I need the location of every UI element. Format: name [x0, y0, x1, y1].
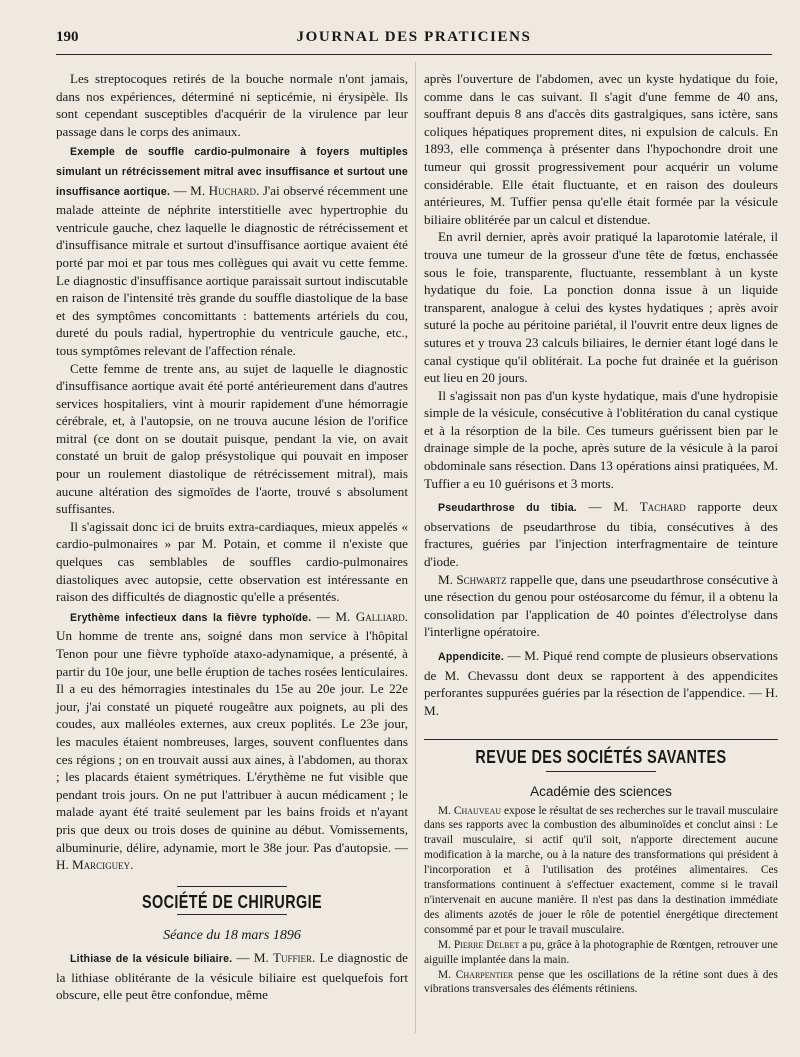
section-title-lithiase: Lithiase de la vésicule biliaire.: [70, 952, 233, 965]
section-rule: [177, 886, 287, 887]
erythema-paragraph: Erythème infectieux dans la fièvre typhoïde. — M. Galliard. Un homme de trente ans, soigné dans mon service à l'hôpital Tenon pour une fièvre typhoïde ataxo-adynamique, a présenté, à partir du 10e jour, une belle éruption de taches rosées lenticulaires. Il a eu des hémorragies intestinales du 15e au 20e jour. Le 22e jour, j'ai constaté un piqueté rougeâtre aux poignets, au pli des coudes, aux malléoles externes, aux creux poplités. Le 23e jour, les macules étaient nombreuses, larges, souvent confluentes dans ces régions ; on en trouvait aussi aux aines, à l'abdomen, au thorax ; les placards étaient symétriques. L'érythème ne fut visible que pendant trois jours. On ne put l'attribuer à aucun médicament ; le malade ayant été traité seulement par les bains froids et n'ayant pris que deux ou trois doses de quinine au début. Vomissements, albuminurie, délire, adynamie, mort le 38e jour. Pas d'autopsie. — H. Marciguey.: [56, 608, 408, 873]
section-title-erytheme: Erythème infectieux dans la fièvre typhoïde.: [70, 611, 312, 624]
session-date: Séance du 18 mars 1896: [163, 928, 301, 944]
right-column: [424, 70, 778, 997]
author-name: Tachard: [639, 499, 686, 515]
chauveau-paragraph: M. Chauveau expose le résultat de ses recherches sur le travail musculaire dans ses rapports avec la combustion des albuminoïdes et conclut ainsi : Le travail musculaire, si actif qu'il soit, n'apporte directement aucune modification à la marche, ou à la nature des transformations qui président à l'incorporation et à l'utilisation des protéines alimentaires. Ces transformations continuent à s'effectuer exactement, comme si le travail n'intervenait en aucune manière. Il n'est pas dans la destination immédiate des aliments azotés de jouer le rôle de potentiel énergétique directement consommé par et pour le travail musculaire.: [424, 804, 778, 936]
streptococcus-paragraph: Les streptocoques retirés de la bouche normale n'ont jamais, dans nos expériences, déterminé ni septicémie, ni érysipèle. Ils sont cependant susceptibles d'acquérir de la virulence par leur passage dans le corps des animaux.: [56, 71, 408, 139]
author-name: Pierre Delbet: [453, 938, 520, 951]
section-title-souffle: Exemple de souffle cardio-pulmonaire à foyers multiples simulant un rétrécissement mitral avec insuffisance et surtout une insuffisance aortique.: [56, 146, 408, 198]
potain-paragraph: Il s'agissait donc ici de bruits extra-cardiaques, mieux appelés « cardio-pulmonaires » par M. Potain, et comme il n'existe que quelques cas semblables de souffles cardio-pulmonaires diastoliques avec autopsie, cette observation est intéressante en raison des difficultés de diagnostic qu'elle a présentés.: [56, 518, 408, 605]
column-divider: [415, 62, 416, 1033]
page-number: 190: [56, 29, 79, 45]
author-name: Huchard: [208, 182, 257, 198]
author-name: Tuffier: [273, 949, 313, 965]
autopsy-paragraph: Cette femme de trente ans, au sujet de laquelle le diagnostic d'insuffisance aortique avait été porté antérieurement dans d'autres services hospitaliers, vint à mourir rapidement d'une hémorragie cérébrale, et, à l'autopsie, on ne trouva aucune lésion de l'orifice mitral (ce dont on se doutait puisque, pendant la vie, on avait constaté un bruit de galop présystolique qui pouvait en imposer pour un roulement diastolique de rétrécissement mitral), mais aucune altération des sigmoïdes de l'aorte, trouvé s absolument suffisantes.: [56, 360, 408, 517]
academie-heading: Académie des sciences: [530, 783, 672, 799]
section-rule: [546, 771, 656, 772]
delbet-paragraph: M. Pierre Delbet a pu, grâce à la photographie de Rœntgen, retrouver une aiguille implantée dans la main.: [424, 938, 778, 966]
revue-heading: REVUE DES SOCIÉTÉS SAVANTES: [475, 747, 727, 768]
running-title: JOURNAL DES PRATICIENS: [296, 29, 532, 45]
kyste-paragraph: après l'ouverture de l'abdomen, avec un kyste hydatique du foie, comme dans le cas suivant. Il s'agit d'une femme de 40 ans, souffrant depuis 8 ans d'accès dits gastralgiques, sans ictère, sans coliques hépatiques proprement dites, ni expulsion de calculs. En 1893, elle commença à présenter dans l'hypochondre droit une tumeur qui grossit progressivement pour acquérir un volume considérable. Elle était fluctuante, et en raison des douleurs antérieures, M. Tuffier pensa qu'elle était formée par la vésicule biliaire oblitérée par un calcul et distendue.: [424, 71, 778, 227]
author-name: Schwartz: [456, 571, 507, 587]
section-title-appendicite: Appendicite.: [438, 651, 504, 663]
appendicite-paragraph: Appendicite. — M. Piqué rend compte de plusieurs observations de M. Chevassu dont deux se rapportent à des appendicites perforantes suppurées guéries par la résection de l'appendice. — H. M.: [424, 648, 778, 718]
hydropisie-paragraph: Il s'agissait non pas d'un kyste hydatique, mais d'une hydropisie simple de la vésicule, consécutive à l'oblitération du canal cystique et à la résorption de la bile. Ces tumeurs guérissent bien par le drainage simple de la poche, après suture de la vésicule à la paroi obdominale sans résection. Dans 13 opérations ainsi pratiquées, M. Tuffier a eu 10 guérisons et 3 morts.: [424, 387, 778, 491]
huchard-paragraph: Exemple de souffle cardio-pulmonaire à foyers multiples simulant un rétrécissement mitral avec insuffisance et surtout une insuffisance aortique. — M. Huchard. J'ai observé récemment une malade atteinte de néphrite interstitielle avec hypertrophie du ventricule gauche, chez laquelle le diagnostic de rétrécissement et d'insuffisance mitrale et surtout d'insuffisance aortique avaient été porté par moi et par tous mes collègues qui avait vu cette femme. Le diagnostic d'insuffisance aortique paraissait surtout indiscutable en raison de l'intensité très grande du souffle diastolique de la base et des symptômes concomittants : battements artériels du cou, dureté du pouls radial, hypertrophie du ventricule gauche, etc., tous symptômes relevant de l'affection rénale.: [56, 146, 408, 358]
left-column: [56, 70, 408, 1004]
academie-reports: [424, 804, 778, 998]
schwartz-paragraph: M. Schwartz rappelle que, dans une pseudarthrose consécutive à une résection du genou pour ostéosarcome du fémur, il a obtenu la consolidation par l'application de 40 pointes d'électrolyse dans l'interligne opératoire.: [424, 571, 778, 640]
laparotomie-paragraph: En avril dernier, après avoir pratiqué la laparotomie latérale, il trouva une tumeur de la grosseur d'une tête de fœtus, enchassée sous le foie, transparente, fluctuante, ressemblant à un kyste hydatique du foie. La ponction donna issue à un liquide transparent, analogue à celui des kystes hydatiques ; après avoir suturé la poche au péritoine pariétal, il l'ouvrit entre deux lignes de sutures et y trouva 23 calculs biliaires, le dernier étant logé dans le canal cystique qu'il oblitérait. La poche fut drainée et la guérison eut lieu en 20 jours.: [424, 229, 778, 386]
page-header: [56, 26, 772, 55]
section-rule: [177, 914, 287, 915]
chirurgie-heading: SOCIÉTÉ DE CHIRURGIE: [141, 891, 323, 912]
section-rule: [424, 739, 778, 740]
section-title-pseudarthrose: Pseudarthrose du tibia.: [438, 502, 577, 515]
pseudarthrose-paragraph: Pseudarthrose du tibia. — M. Tachard rapporte deux observations de pseudarthrose du tibia, consécutives à des fractures, guéries par l'injection interfragmentaire de teinture d'iode.: [424, 499, 778, 570]
signature-name: Marciguey: [72, 857, 131, 873]
charpentier-paragraph: M. Charpentier pense que les oscillations de la rétine sont dues à des vibrations transversales des éléments rétiniens.: [424, 968, 778, 996]
lithiase-paragraph: Lithiase de la vésicule biliaire. — M. Tuffier. Le diagnostic de la lithiase oblitérante de la vésicule biliaire est quelquefois fort obscure, elle peut être confondue, même: [56, 949, 408, 1003]
author-name: Charpentier: [455, 968, 514, 981]
author-name: Chauveau: [453, 804, 502, 817]
author-name: Galliard: [355, 608, 405, 624]
